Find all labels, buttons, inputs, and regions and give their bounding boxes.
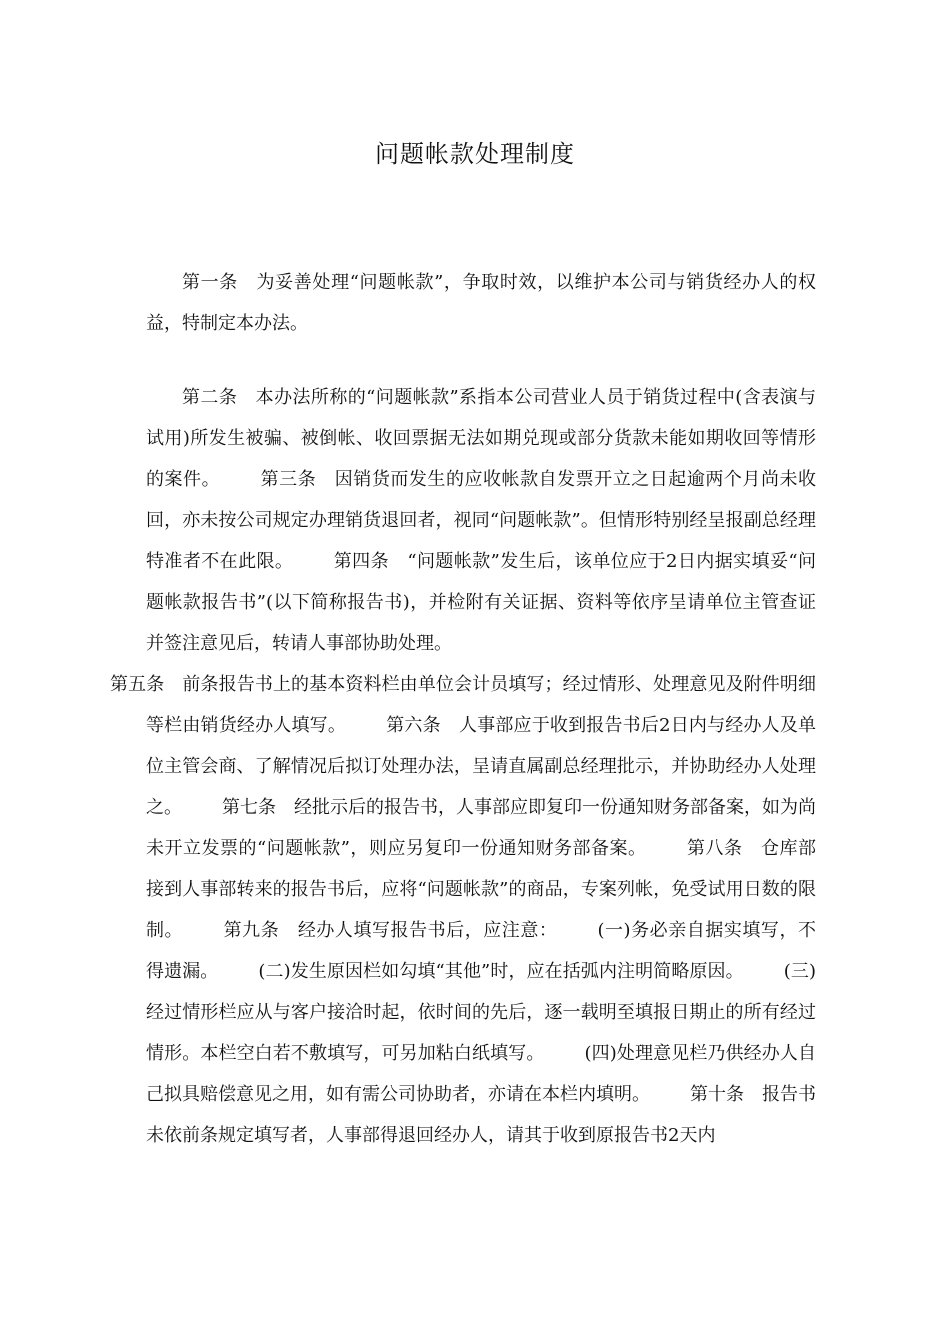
document-title: 问题帐款处理制度 (375, 140, 575, 168)
article-3-text: 第三条 因销货而发生的应收帐款自发票开立之日起逾两个月尚未收回，亦未按公司规定办理销货退回者，视同“问题帐款”。但情形特别经呈报副总经理特准者不在此限。 (146, 469, 817, 572)
article-4-text: 第四条 “问题帐款”发生后，该单位应于2日内据实填妥“问题帐款报告书”(以下简称报告书)，并检附有关证据、资料等依序呈请单位主管查证并签注意见后，转请人事部协助处理。 (146, 551, 817, 654)
article-8-text: 第八条 仓库部接到人事部转来的报告书后，应将“问题帐款”的商品，专案列帐，免受试用日数的限制。 (146, 838, 817, 941)
article-5-text: 第五条 前条报告书上的基本资料栏由单位会计员填写；经过情形、处理意见及附件明细等栏由销货经办人填写。 (110, 674, 816, 736)
paragraph-article-1 (146, 262, 816, 344)
article-9-text: 第九条 经办人填写报告书后，应注意： (223, 920, 558, 941)
paragraph-article-2-to-10 (110, 377, 817, 1156)
article-7-text: 第七条 经批示后的报告书，人事部应即复印一份通知财务部备案，如为尚未开立发票的“问题帐款”，则应另复印一份通知财务部备案。 (146, 797, 816, 859)
article-1-text: 第一条 为妥善处理“问题帐款”，争取时效，以维护本公司与销货经办人的权益，特制定本办法。 (146, 272, 816, 334)
article-6-text: 第六条 人事部应于收到报告书后2日内与经办人及单位主管会商、了解情况后拟订处理办法，呈请直属副总经理批示，并协助经办人处理之。 (146, 715, 817, 818)
article-2-text: 第二条 本办法所称的“问题帐款”系指本公司营业人员于销货过程中(含表演与试用)所发生被骗、被倒帐、收回票据无法如期兑现或部分货款未能如期收回等情形的案件。 (146, 387, 816, 490)
article-9-item-1: (一)务必亲自据实填写，不得遗漏。 (146, 920, 817, 982)
article-9-item-4: (四)处理意见栏乃供经办人自己拟具赔偿意见之用，如有需公司协助者，亦请在本栏内填明。 (146, 1043, 816, 1105)
article-10-text: 第十条 报告书未依前条规定填写者，人事部得退回经办人，请其于收到原报告书2天内 (146, 1084, 816, 1146)
article-9-item-2: (二)发生原因栏如勾填“其他”时，应在括弧内注明简略原因。 (258, 961, 744, 982)
article-9-item-3: (三)经过情形栏应从与客户接洽时起，依时间的先后，逐一载明至填报日期止的所有经过情形。本栏空白若不敷填写，可另加粘白纸填写。 (146, 961, 817, 1064)
